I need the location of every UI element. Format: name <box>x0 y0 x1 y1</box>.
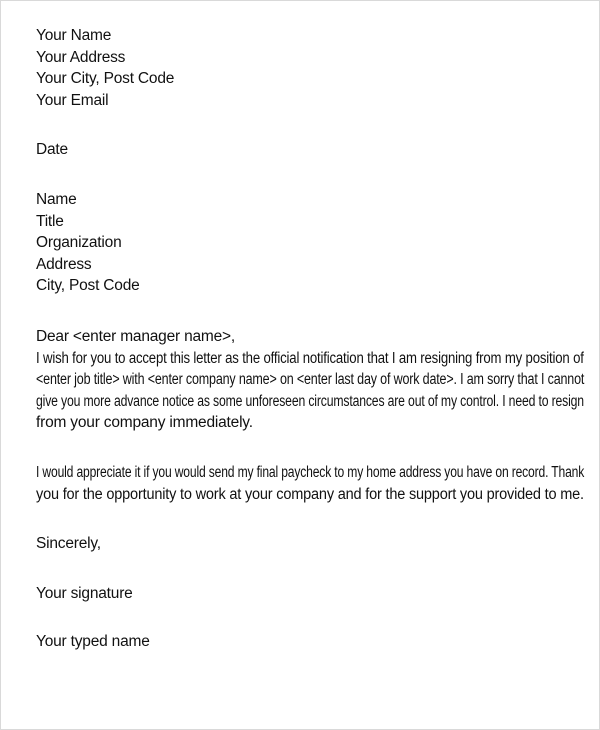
body-paragraph-1 <box>36 326 585 434</box>
sender-block <box>36 25 576 111</box>
paragraph-1-line: give you more advance notice as some unforeseen circumstances are out of my control. I need to resign <box>36 392 584 410</box>
recipient-block <box>36 189 576 297</box>
recipient-city-post: City, Post Code <box>36 277 140 295</box>
body-paragraph-2 <box>36 462 585 505</box>
closing: Sincerely, <box>36 535 101 553</box>
letter-date: Date <box>36 141 68 159</box>
sender-city-post: Your City, Post Code <box>36 70 175 88</box>
recipient-address: Address <box>36 255 92 273</box>
sender-address: Your Address <box>36 48 126 66</box>
recipient-organization: Organization <box>36 234 122 252</box>
resignation-letter <box>36 25 585 653</box>
paragraph-1-line: I wish for you to accept this letter as the official notification that I am resigning from my position of <box>36 349 584 367</box>
date-block <box>36 139 576 161</box>
recipient-name: Name <box>36 190 77 208</box>
paragraph-2-line: you for the opportunity to work at your company and for the support you provided to me. <box>36 485 584 503</box>
signature: Your signature <box>36 584 133 602</box>
paragraph-2-line: I would appreciate it if you would send my final paycheck to my home address you have on record. Thank <box>36 463 585 481</box>
recipient-title: Title <box>36 212 64 230</box>
paragraph-1-line: <enter job title> with <enter company name> on <enter last day of work date>. I am sorry that I cannot <box>36 371 585 389</box>
salutation: Dear <enter manager name>, <box>36 327 236 345</box>
closing-block <box>36 533 576 555</box>
sender-name: Your Name <box>36 27 112 44</box>
typed-name-block <box>36 631 576 653</box>
typed-name: Your typed name <box>36 633 150 651</box>
sender-email: Your Email <box>36 91 109 109</box>
signature-block <box>36 583 576 605</box>
paragraph-1-line: from your company immediately. <box>36 414 253 432</box>
